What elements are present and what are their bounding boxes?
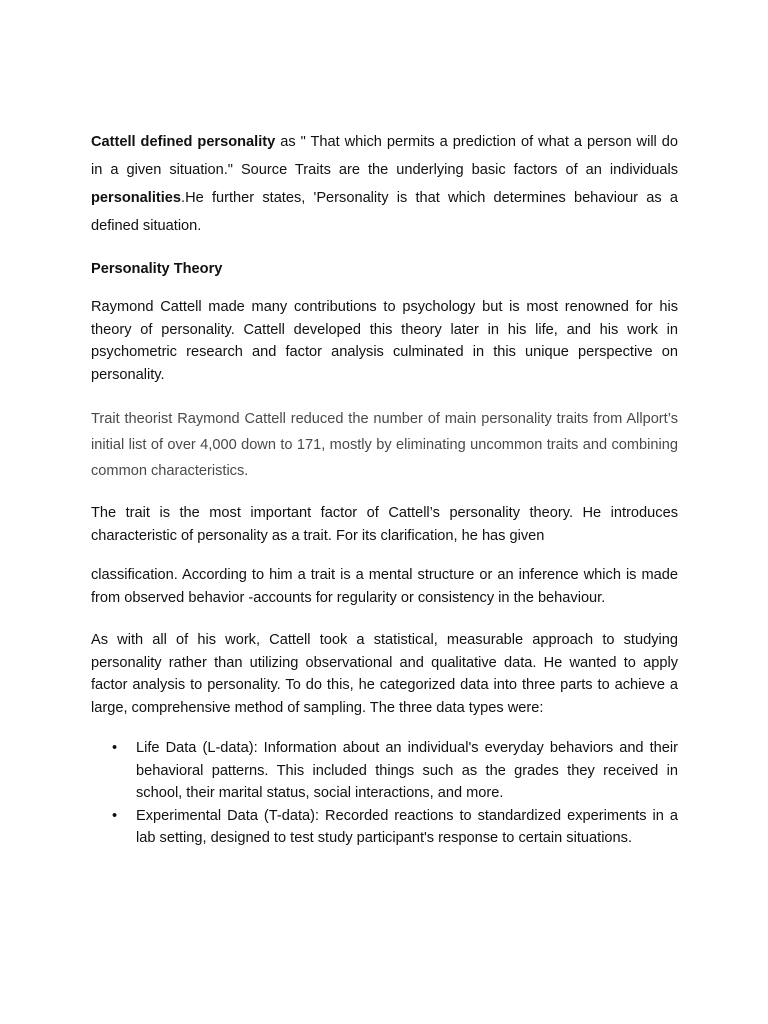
intro-text-a: as " That which permits a prediction of what a person will do in a given situation." Source Traits are the underlying basic factors of an individuals xyxy=(91,134,678,178)
list-item-text: Experimental Data (T-data): Recorded reactions to standardized experiments in a lab setting, designed to test study participant's response to certain situations. xyxy=(136,807,678,846)
classification-paragraph: classification. According to him a trait is a mental structure or an inference which is made from observed behavior -accounts for regularity or consistency in the behaviour. xyxy=(91,567,678,606)
bullet-icon: • xyxy=(112,807,118,824)
data-types-list xyxy=(91,737,678,850)
list-item xyxy=(91,737,678,805)
intro-text-b: .He further states, 'Personality is that which determines behaviour as a defined situation. xyxy=(91,190,678,234)
factor-paragraph: The trait is the most important factor of Cattell’s personality theory. He introduces characteristic of personality as a trait. For its clarification, he has given xyxy=(91,505,678,544)
section-heading: Personality Theory xyxy=(91,261,223,277)
bullet-icon: • xyxy=(112,740,118,756)
list-item-text: Life Data (L-data): Information about an individual's everyday behaviors and their behavioral patterns. This included things such as the grades they received in school, their marital status, social interactions, and more. xyxy=(136,740,678,801)
intro-paragraph xyxy=(91,128,678,240)
intro-bold-lead: Cattell defined personality xyxy=(91,134,276,150)
intro-bold-mid: personalities xyxy=(91,190,182,206)
document-page xyxy=(91,128,678,850)
work-paragraph: As with all of his work, Cattell took a statistical, measurable approach to studying personality rather than utilizing observational and qualitative data. He wanted to apply factor analysis to personality. To do this, he categorized data into three parts to achieve a large, comprehensive method of sampling. The three data types were: xyxy=(91,632,678,716)
list-item xyxy=(91,805,678,850)
trait-theorist-paragraph: Trait theorist Raymond Cattell reduced the number of main personality traits from Allport’s initial list of over 4,000 down to 171, mostly by eliminating uncommon traits and combining common characteristics. xyxy=(91,411,678,479)
theory-paragraph: Raymond Cattell made many contributions to psychology but is most renowned for his theory of personality. Cattell developed this theory later in his life, and his work in psychometric research and factor analysis culminated in this unique perspective on personality. xyxy=(91,299,678,383)
